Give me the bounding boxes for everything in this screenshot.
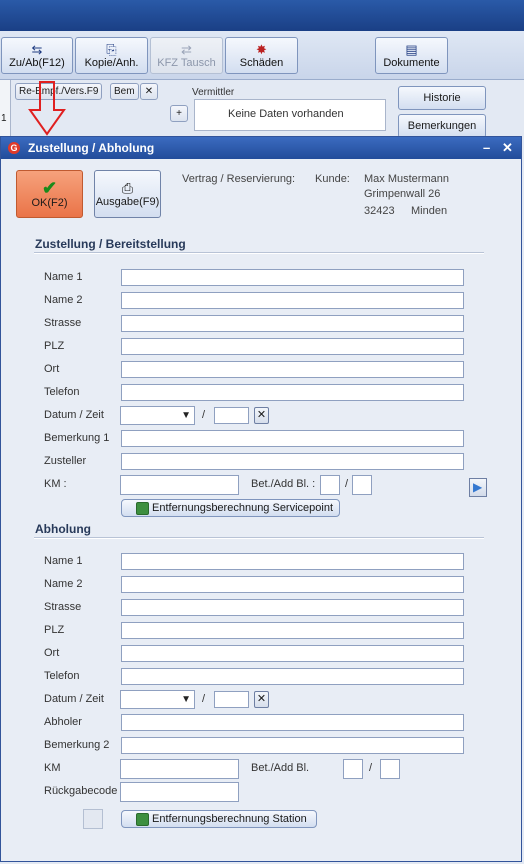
kunde-label: Kunde: bbox=[315, 173, 350, 185]
z-entfernung-button[interactable] bbox=[121, 499, 340, 517]
a-ort-label: Ort bbox=[44, 647, 60, 659]
bem-label: Bem bbox=[114, 86, 135, 97]
dialog-titlebar bbox=[1, 137, 521, 159]
clear-icon: ✕ bbox=[256, 693, 267, 705]
add-vermittler-button[interactable] bbox=[170, 105, 188, 122]
z-next-button[interactable] bbox=[469, 478, 487, 497]
minimize-icon[interactable]: – bbox=[483, 140, 491, 155]
z-zusteller-label: Zusteller bbox=[44, 455, 87, 467]
vermittler-list bbox=[194, 99, 386, 131]
ausgabe-button[interactable] bbox=[94, 170, 161, 218]
kopie-button[interactable] bbox=[75, 37, 148, 74]
dokumente-button[interactable] bbox=[375, 37, 448, 74]
play-arrow-icon: ▶ bbox=[473, 480, 483, 494]
a-bemerkung2-label: Bemerkung 2 bbox=[44, 739, 110, 751]
damage-icon: ✸ bbox=[256, 41, 267, 57]
a-datum-combo[interactable] bbox=[120, 690, 195, 709]
a-plz-input[interactable] bbox=[121, 622, 464, 639]
z-strasse-label: Strasse bbox=[44, 317, 82, 329]
z-km-input[interactable] bbox=[120, 475, 239, 495]
app-titlebar bbox=[0, 0, 524, 31]
a-entfernung-label: Entfernungsberechnung Station bbox=[152, 813, 307, 825]
zuab-label: Zu/Ab(F12) bbox=[9, 56, 65, 69]
z-bemerkung1-label: Bemerkung 1 bbox=[44, 432, 110, 444]
z-ort-label: Ort bbox=[44, 363, 60, 375]
z-betadd2-input[interactable] bbox=[352, 475, 372, 495]
z-plz-input[interactable] bbox=[121, 338, 464, 355]
a-telefon-label: Telefon bbox=[44, 670, 80, 682]
a-empty-box bbox=[83, 809, 103, 829]
a-abholer-input[interactable] bbox=[121, 714, 464, 731]
z-zeit-input[interactable] bbox=[214, 407, 249, 424]
z-betadd1-input[interactable] bbox=[320, 475, 340, 495]
z-strasse-input[interactable] bbox=[121, 315, 464, 332]
a-km-label: KM bbox=[44, 762, 61, 774]
a-plz-label: PLZ bbox=[44, 624, 65, 636]
chevron-down-icon: ▼ bbox=[181, 694, 191, 705]
zustellung-dialog bbox=[0, 136, 522, 862]
a-betadd-label: Bet./Add Bl. bbox=[251, 762, 310, 774]
copy-icon: ⎘ bbox=[106, 41, 117, 57]
app-logo-icon: G bbox=[8, 142, 20, 154]
z-name1-input[interactable] bbox=[121, 269, 464, 286]
a-name2-label: Name 2 bbox=[44, 578, 83, 590]
z-name2-label: Name 2 bbox=[44, 294, 83, 306]
z-telefon-input[interactable] bbox=[121, 384, 464, 401]
vermittler-label: Vermittler bbox=[192, 87, 235, 98]
z-km-label: KM : bbox=[44, 478, 67, 490]
z-slash: / bbox=[202, 409, 206, 421]
calculator-icon bbox=[136, 502, 149, 515]
bemerkungen-label: Bemerkungen bbox=[407, 120, 477, 132]
historie-button[interactable] bbox=[398, 86, 486, 110]
schaeden-button[interactable] bbox=[225, 37, 298, 74]
printer-icon: ⎙ bbox=[121, 180, 134, 196]
calculator-icon bbox=[136, 813, 149, 826]
keine-daten-text: Keine Daten vorhanden bbox=[228, 108, 344, 120]
close-icon[interactable]: ✕ bbox=[502, 140, 513, 155]
clear-icon: ✕ bbox=[256, 409, 267, 421]
vertrag-label: Vertrag / Reservierung: bbox=[182, 173, 296, 185]
left-panel-edge bbox=[0, 80, 11, 136]
bem-button[interactable] bbox=[110, 83, 139, 100]
reempf-label: Re-Empf./Vers.F9 bbox=[19, 86, 99, 97]
a-ort-input[interactable] bbox=[121, 645, 464, 662]
kunde-ort: Minden bbox=[411, 205, 448, 217]
z-clear-date-button[interactable] bbox=[254, 407, 269, 424]
dokumente-label: Dokumente bbox=[383, 56, 440, 69]
historie-label: Historie bbox=[423, 92, 461, 104]
kunde-name: Max Mustermann bbox=[364, 173, 449, 185]
a-slash: / bbox=[202, 693, 206, 705]
checkmark-icon: ✔ bbox=[41, 178, 58, 198]
ok-label: OK(F2) bbox=[31, 197, 68, 209]
a-rueckgabecode-label: Rückgabecode bbox=[44, 785, 118, 797]
a-entfernung-button[interactable] bbox=[121, 810, 317, 828]
a-name1-input[interactable] bbox=[121, 553, 464, 570]
a-betadd-slash: / bbox=[369, 762, 373, 774]
swap-arrows-icon: ⇆ bbox=[31, 41, 43, 57]
zustellung-section-title: Zustellung / Bereitstellung bbox=[35, 237, 186, 251]
z-ort-input[interactable] bbox=[121, 361, 464, 378]
a-strasse-input[interactable] bbox=[121, 599, 464, 616]
a-name1-label: Name 1 bbox=[44, 555, 83, 567]
z-datum-combo[interactable] bbox=[120, 406, 195, 425]
z-betadd-label: Bet./Add Bl. : bbox=[251, 478, 316, 490]
ausgabe-label: Ausgabe(F9) bbox=[95, 196, 160, 208]
z-entfernung-label: Entfernungsberechnung Servicepoint bbox=[152, 502, 334, 514]
z-datum-label: Datum / Zeit bbox=[44, 409, 104, 421]
a-zeit-input[interactable] bbox=[214, 691, 249, 708]
ok-button[interactable] bbox=[16, 170, 83, 218]
a-abholer-label: Abholer bbox=[44, 716, 82, 728]
close-icon: ✕ bbox=[144, 86, 154, 97]
zustellung-separator bbox=[34, 252, 484, 254]
kunde-plz: 32423 bbox=[364, 205, 395, 217]
schaeden-label: Schäden bbox=[239, 56, 284, 69]
annotation-arrow-icon bbox=[28, 80, 68, 138]
z-telefon-label: Telefon bbox=[44, 386, 80, 398]
z-bemerkung1-input[interactable] bbox=[121, 430, 464, 447]
a-km-input[interactable] bbox=[120, 759, 239, 779]
z-betadd-slash: / bbox=[345, 478, 349, 490]
kfz-label: KFZ Tausch bbox=[157, 56, 216, 69]
app-toolbar bbox=[0, 31, 524, 80]
a-telefon-input[interactable] bbox=[121, 668, 464, 685]
a-name2-input[interactable] bbox=[121, 576, 464, 593]
a-rueckgabecode-input[interactable] bbox=[120, 782, 239, 802]
a-clear-date-button[interactable] bbox=[254, 691, 269, 708]
z-plz-label: PLZ bbox=[44, 340, 65, 352]
dialog-title: Zustellung / Abholung bbox=[28, 141, 155, 155]
a-betadd1-input[interactable] bbox=[343, 759, 363, 779]
kunde-strasse: Grimpenwall 26 bbox=[364, 188, 441, 200]
zuab-button[interactable] bbox=[1, 37, 73, 74]
kopie-label: Kopie/Anh. bbox=[84, 56, 139, 69]
abholung-separator bbox=[34, 537, 484, 539]
a-strasse-label: Strasse bbox=[44, 601, 82, 613]
z-zusteller-input[interactable] bbox=[121, 453, 464, 470]
abholung-section-title: Abholung bbox=[35, 522, 91, 536]
bemerkungen-button[interactable] bbox=[398, 114, 486, 138]
a-bemerkung2-input[interactable] bbox=[121, 737, 464, 754]
a-betadd2-input[interactable] bbox=[380, 759, 400, 779]
plus-icon: + bbox=[176, 108, 182, 119]
kfz-tausch-button[interactable] bbox=[150, 37, 223, 74]
z-name1-label: Name 1 bbox=[44, 271, 83, 283]
chevron-down-icon: ▼ bbox=[181, 410, 191, 421]
z-name2-input[interactable] bbox=[121, 292, 464, 309]
a-datum-label: Datum / Zeit bbox=[44, 693, 104, 705]
car-swap-icon: ⇄ bbox=[181, 41, 192, 57]
left-digit: 1 bbox=[1, 113, 7, 124]
close-small-button[interactable] bbox=[140, 83, 158, 100]
documents-icon: ▤ bbox=[405, 41, 418, 57]
